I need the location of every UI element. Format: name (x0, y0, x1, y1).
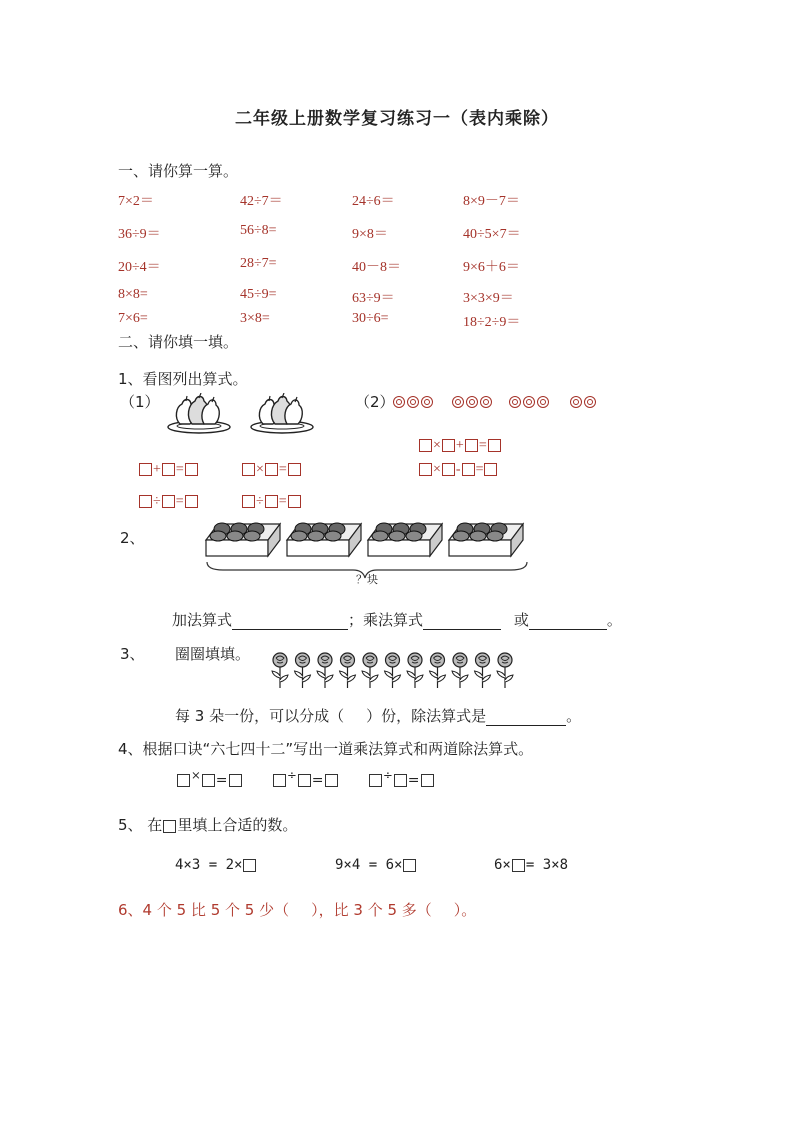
calc-item: 9×6＋6＝ (463, 260, 520, 275)
q6-text: 6、4 个 5 比 5 个 5 少（ ），比 3 个 5 多（ ）。 (118, 901, 477, 919)
q1-label: 1、看图列出算式。 (118, 370, 248, 388)
q1-eq-mul-add: × + = (418, 438, 502, 454)
calc-item: 42÷7＝ (240, 194, 283, 209)
calc-item: 40÷5×7＝ (463, 227, 521, 242)
q2-answer-line: 加法算式 ；乘法算式 或 。 (172, 611, 622, 629)
q4-label: 4、根据口诀“六七四十二”写出一道乘法算式和两道除法算式。 (118, 740, 534, 758)
q3-sentence: 每 3 朵一份，可以分成（ ）份，除法算式是 。 (175, 707, 582, 725)
q4-eq-div-2: ÷ = (368, 768, 435, 789)
calc-item: 24÷6＝ (352, 194, 395, 209)
page-title: 二年级上册数学复习练习一（表内乘除） (235, 109, 559, 129)
section2-heading: 二、请你填一填。 (118, 333, 239, 351)
circle-groups (392, 391, 597, 410)
calc-item: 8×8= (118, 287, 148, 302)
circle-group-3 (508, 391, 550, 410)
calc-item: 40－8＝ (352, 260, 401, 275)
calc-item: 3×3×9＝ (463, 291, 514, 306)
calc-item: 30÷6= (352, 311, 389, 326)
q3-label: 3、 (120, 645, 145, 663)
section1-heading: 一、请你算一算。 (118, 162, 239, 180)
q1-eq-div-2: ÷ = (241, 494, 302, 510)
q5-eq-1: 4×3 = 2× (175, 857, 257, 873)
flower-icon (452, 653, 468, 688)
pear-plate-1-icon (166, 393, 232, 435)
calc-item: 8×9－7＝ (463, 194, 520, 209)
calc-item: 3×8= (240, 311, 270, 326)
fruit-box-icon (449, 523, 523, 556)
q1-part1-label: （1） (120, 393, 160, 411)
q1-eq-mul: × = (241, 462, 302, 478)
flower-icon (385, 653, 401, 688)
flower-icon (475, 653, 491, 688)
flower-icon (295, 653, 311, 688)
q1-eq-add: + = (138, 462, 199, 478)
calc-item: 9×8＝ (352, 227, 388, 242)
calc-item: 56÷8= (240, 223, 277, 238)
q2-brace-label: ？块 (356, 573, 378, 586)
flower-icon (340, 653, 356, 688)
q5-eq-3: 6× = 3×8 (494, 857, 569, 873)
calc-item: 28÷7= (240, 256, 277, 271)
pear-plate-2-icon (249, 393, 315, 435)
q1-eq-div-1: ÷ = (138, 494, 199, 510)
fruit-box-icon (368, 523, 442, 556)
q2-label: 2、 (120, 529, 145, 547)
calc-item: 63÷9＝ (352, 291, 395, 306)
q1-part2-label: （2） (355, 393, 395, 411)
calc-item: 18÷2÷9＝ (463, 315, 521, 330)
flower-icon (362, 653, 378, 688)
calc-item: 45÷9= (240, 287, 277, 302)
flower-icon (317, 653, 333, 688)
flower-icon (497, 653, 513, 688)
q3-text: 圈圈填填。 (175, 645, 251, 663)
flowers-row (270, 652, 540, 690)
fruit-box-icon (287, 523, 361, 556)
q4-eq-div-1: ÷ = (272, 768, 339, 789)
circle-group-1 (392, 391, 434, 410)
calc-item: 36÷9＝ (118, 227, 161, 242)
q5-label: 5、 在 里填上合适的数。 (118, 816, 298, 834)
circle-group-4 (569, 391, 597, 410)
fruit-box-icon (206, 523, 280, 556)
flower-icon (407, 653, 423, 688)
q4-eq-mul: × = (176, 768, 243, 789)
calc-item: 7×2＝ (118, 194, 154, 209)
flower-icon (272, 653, 288, 688)
calc-item: 20÷4＝ (118, 260, 161, 275)
q1-eq-mul-sub: × - = (418, 462, 498, 478)
calc-item: 7×6= (118, 311, 148, 326)
circle-group-2 (451, 391, 493, 410)
flower-icon (430, 653, 446, 688)
q5-eq-2: 9×4 = 6× (335, 857, 417, 873)
